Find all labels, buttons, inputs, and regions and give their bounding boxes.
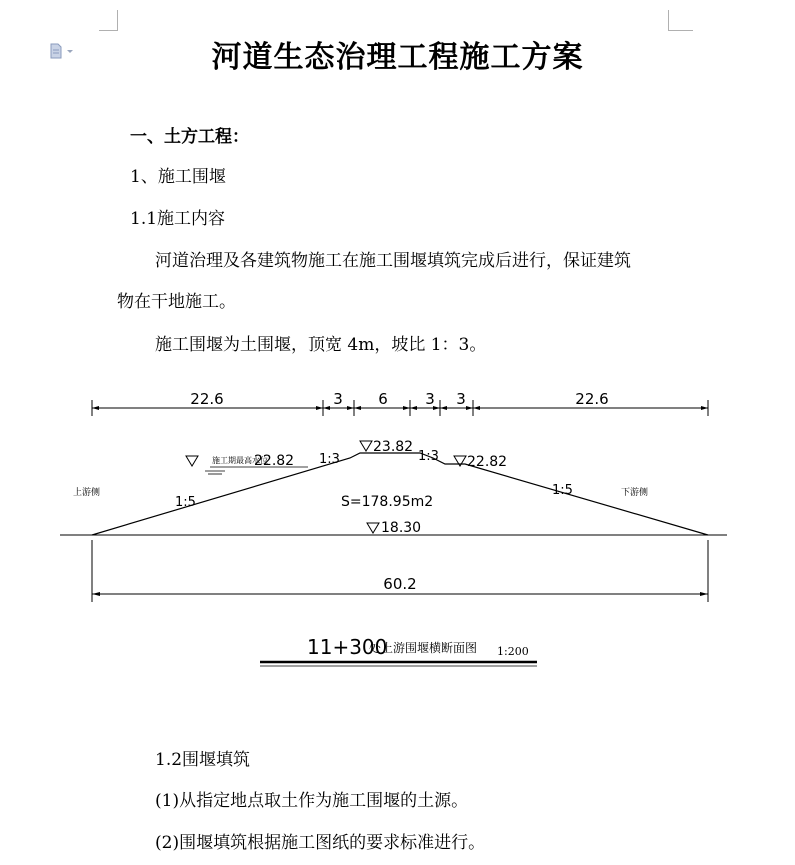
slope-upper-right: 1:3 (418, 449, 439, 464)
dim-total: 60.2 (383, 575, 417, 593)
heading-cofferdam-filling: 1.2围堰填筑 (155, 750, 251, 770)
upstream-side-label: 上游侧 (73, 488, 101, 498)
water-level-label: 施工期最高水位 (212, 456, 268, 465)
cofferdam-cross-section-drawing (55, 380, 735, 680)
paragraph-line-2: 物在干地施工。 (117, 292, 236, 312)
paragraph-line-1: 河道治理及各建筑物施工在施工围堰填筑完成后进行，保证建筑 (155, 251, 631, 271)
downstream-side-label: 下游侧 (621, 488, 649, 498)
document-title: 河道生态治理工程施工方案 (211, 40, 584, 75)
dim-top-3: 6 (378, 390, 388, 408)
elev-water: 22.82 (254, 453, 295, 469)
caption-station: 11+300 (307, 635, 388, 659)
elev-bottom: 18.30 (381, 520, 422, 536)
heading-construction-content: 1.1施工内容 (130, 209, 226, 229)
dim-top-4: 3 (425, 390, 435, 408)
list-item-1: (1)从指定地点取土作为施工围堰的土源。 (155, 791, 469, 811)
slope-upper-left: 1:3 (319, 452, 340, 467)
bottom-elevation-marker (367, 523, 379, 533)
section-area: S=178.95m2 (341, 494, 434, 510)
paragraph-cofferdam-spec: 施工围堰为土围堰，顶宽 4m，坡比 1：3。 (155, 335, 487, 355)
slope-lower-left: 1:5 (175, 495, 196, 510)
dim-top-5: 3 (456, 390, 466, 408)
list-item-2: (2)围堰填筑根据施工图纸的要求标准进行。 (155, 833, 486, 853)
slope-lower-right: 1:5 (552, 483, 573, 498)
elev-right: 22.82 (467, 454, 508, 470)
heading-cofferdam: 1、施工围堰 (130, 167, 226, 187)
page-corner-mark-left (99, 10, 118, 31)
dim-top-2: 3 (333, 390, 343, 408)
elev-top: 23.82 (373, 439, 414, 455)
page-corner-mark-right (668, 10, 693, 31)
water-level-marker (186, 456, 198, 466)
heading-earthwork: 一、土方工程： (130, 127, 249, 147)
caption-scale: 1:200 (497, 645, 529, 658)
dim-top-6: 22.6 (575, 390, 609, 408)
dim-top-1: 22.6 (190, 390, 224, 408)
caption-title: 处上游围堰横断面图 (369, 641, 478, 655)
crest-elevation-marker (360, 441, 372, 451)
